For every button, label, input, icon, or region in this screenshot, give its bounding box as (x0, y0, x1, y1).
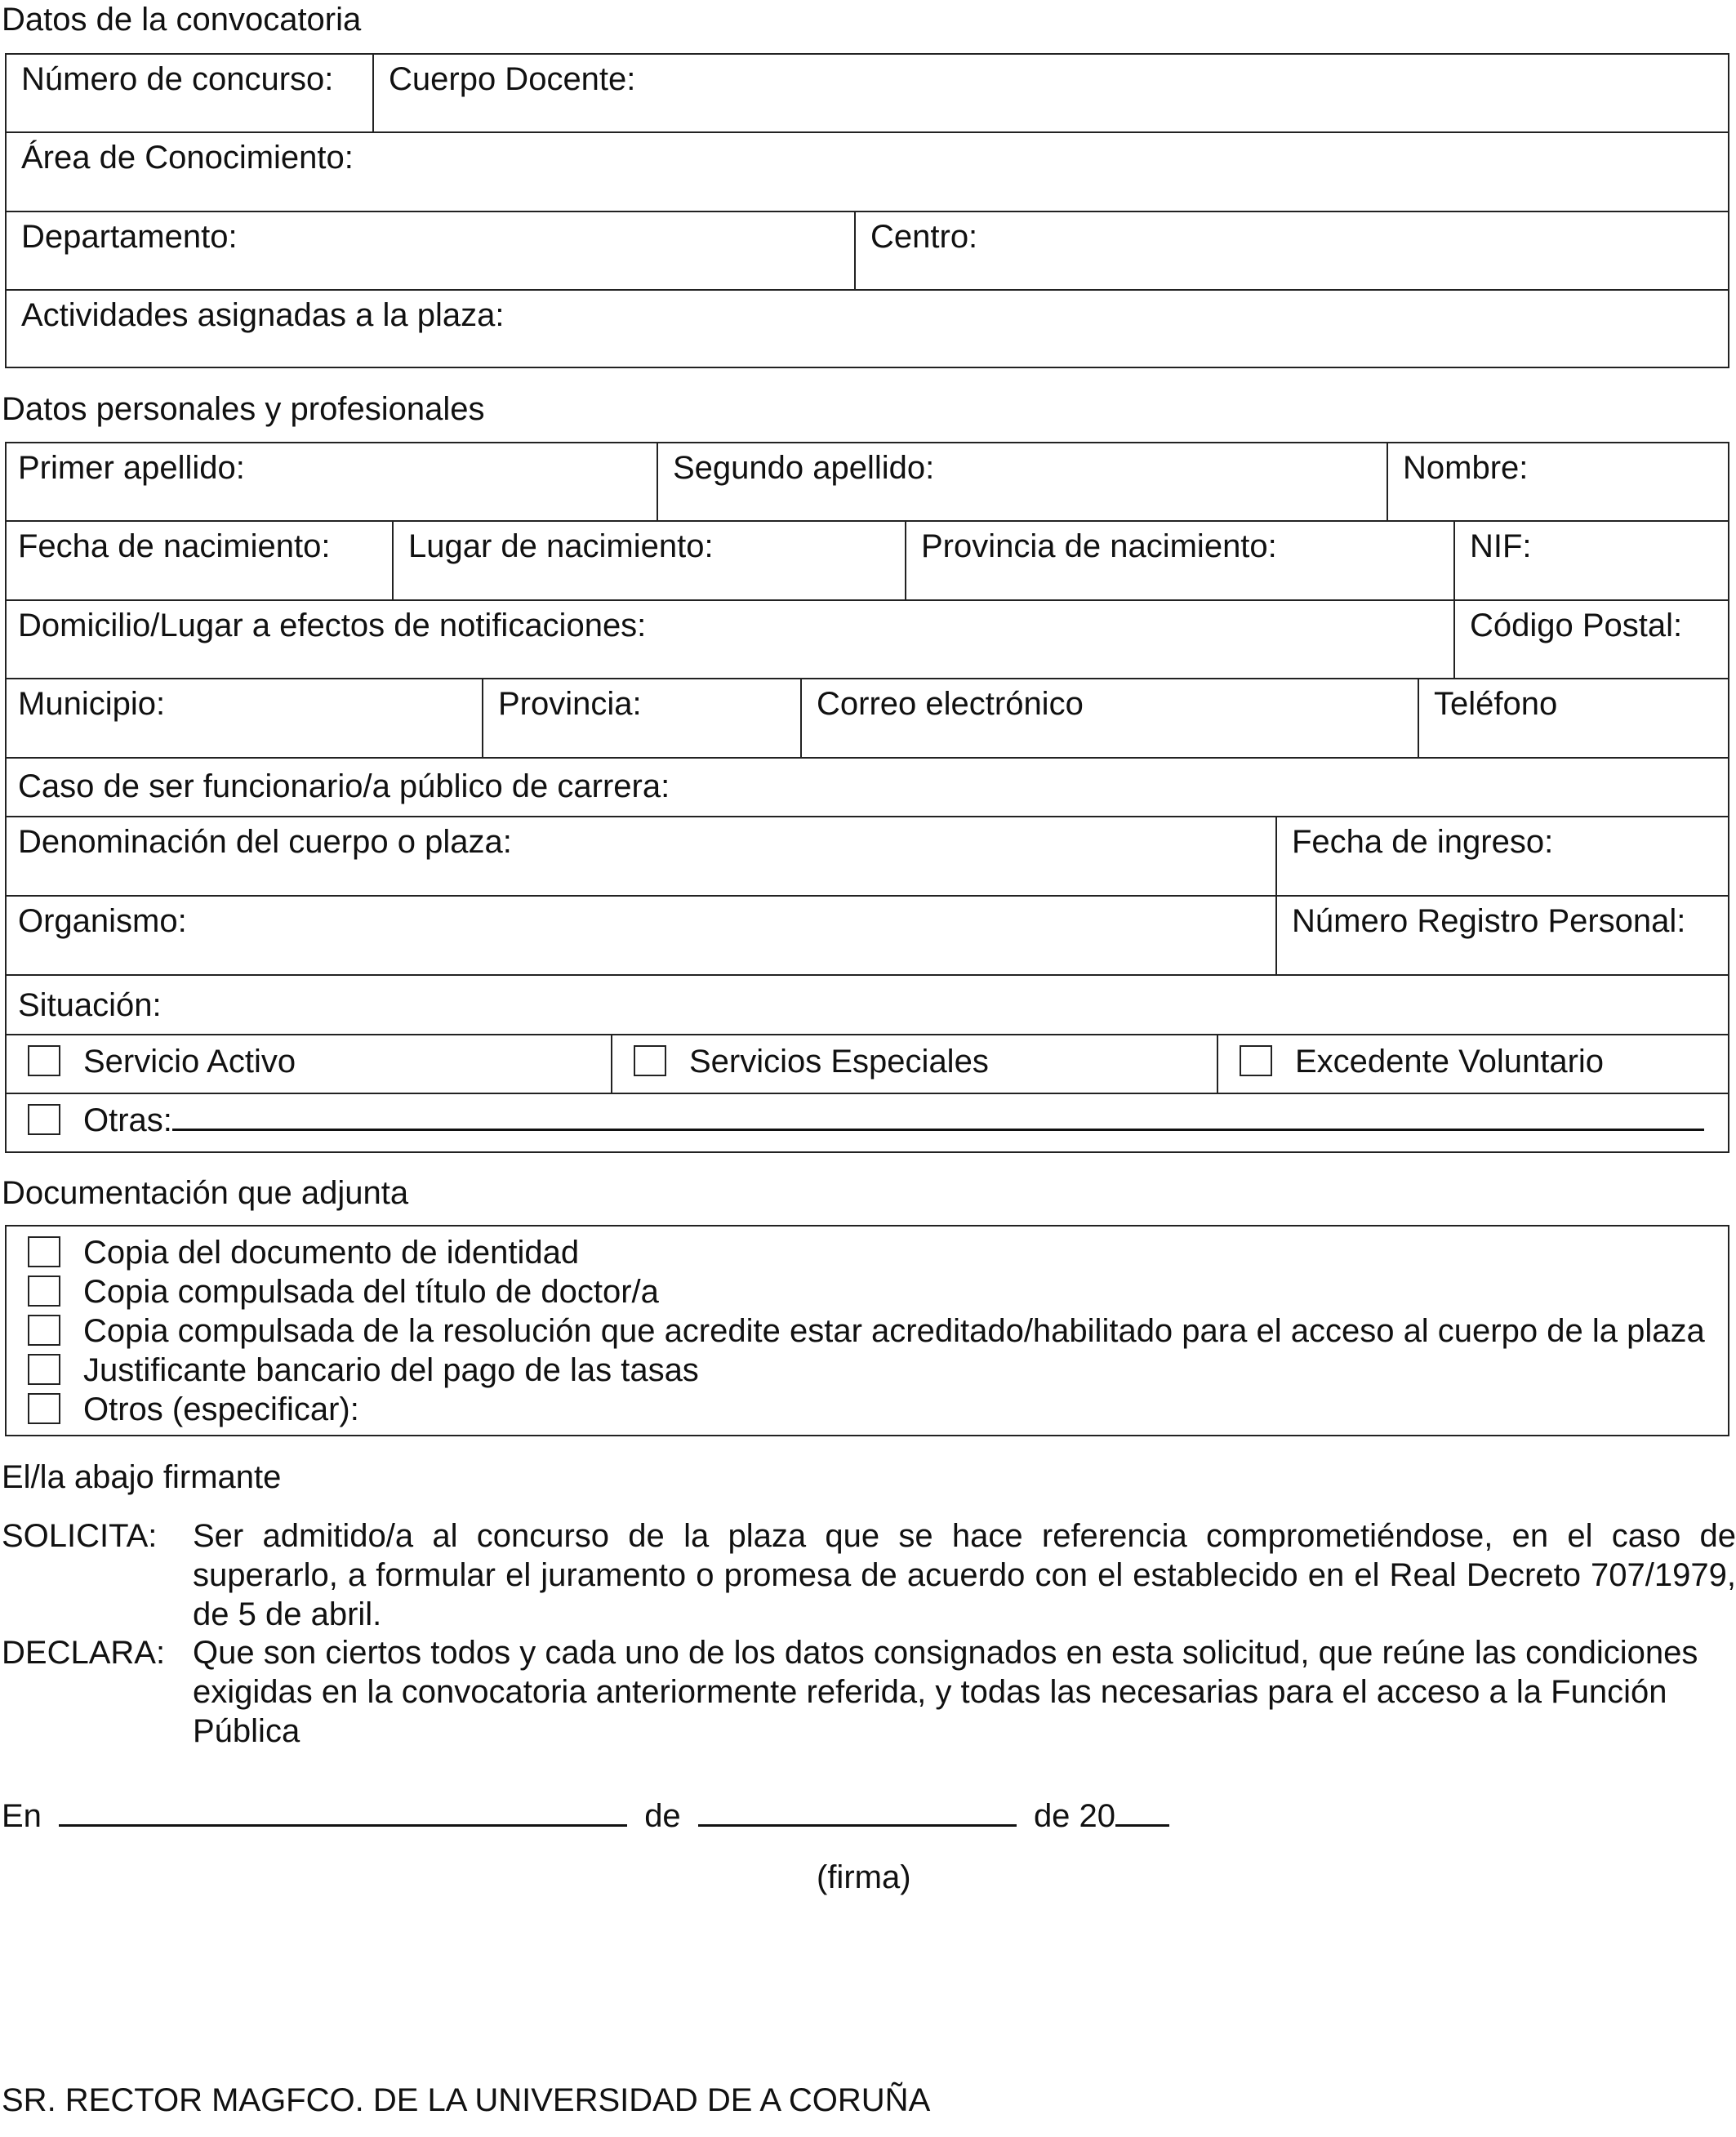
checkbox-doc-otros[interactable] (28, 1393, 60, 1424)
place-line[interactable] (59, 1802, 627, 1827)
municipio-field[interactable] (7, 679, 482, 757)
provincia-field[interactable] (482, 679, 800, 757)
option-otras[interactable] (7, 1094, 1720, 1153)
correo-label: Correo electrónico (817, 686, 1084, 722)
registro-field[interactable] (1275, 897, 1728, 974)
provincia-label: Provincia: (498, 686, 642, 722)
convocatoria-box (5, 53, 1729, 368)
doc-otros-label: Otros (especificar): (83, 1391, 359, 1427)
primer-apellido-field[interactable] (7, 443, 657, 520)
signature-place-date (2, 1796, 1169, 1836)
doc-item-titulo[interactable] (28, 1272, 659, 1311)
lugar-nacimiento-label: Lugar de nacimiento: (408, 528, 714, 564)
personales-box (5, 442, 1729, 1153)
area-field[interactable] (7, 133, 1728, 211)
de20-label: de 20 (1033, 1798, 1116, 1834)
excedente-label: Excedente Voluntario (1295, 1044, 1605, 1080)
doc-titulo-label: Copia compulsada del título de doctor/a (83, 1274, 659, 1310)
row-otras (7, 1094, 1728, 1153)
row-departamento (7, 212, 1728, 291)
section-title-firmante: El/la abajo firmante (2, 1459, 282, 1495)
checkbox-doc-resolucion[interactable] (28, 1315, 60, 1346)
segundo-apellido-label: Segundo apellido: (673, 450, 935, 486)
declara-label: DECLARA: (2, 1635, 166, 1671)
row-funcionario (7, 759, 1728, 817)
firma-label: (firma) (817, 1859, 911, 1895)
fecha-ingreso-field[interactable] (1275, 817, 1728, 895)
departamento-field[interactable] (7, 212, 854, 289)
funcionario-label: Caso de ser funcionario/a público de carrera: (18, 768, 670, 804)
doc-item-otros[interactable] (28, 1390, 359, 1429)
telefono-field[interactable] (1418, 679, 1728, 757)
situacion-label: Situación: (18, 987, 162, 1023)
row-domicilio (7, 601, 1728, 679)
domicilio-label: Domicilio/Lugar a efectos de notificaciones: (18, 608, 647, 643)
checkbox-otras[interactable] (28, 1104, 60, 1135)
checkbox-doc-justificante[interactable] (28, 1354, 60, 1385)
servicio-activo-label: Servicio Activo (83, 1044, 296, 1080)
year-line[interactable] (1115, 1802, 1169, 1827)
primer-apellido-label: Primer apellido: (18, 450, 245, 486)
checkbox-excedente[interactable] (1240, 1045, 1272, 1076)
cuerpo-docente-label: Cuerpo Docente: (389, 61, 636, 97)
fecha-nacimiento-label: Fecha de nacimiento: (18, 528, 331, 564)
codigo-postal-label: Código Postal: (1470, 608, 1683, 643)
codigo-postal-field[interactable] (1453, 601, 1728, 678)
telefono-label: Teléfono (1434, 686, 1558, 722)
funcionario-heading (7, 759, 1728, 816)
de-label: de (644, 1798, 681, 1834)
departamento-label: Departamento: (21, 219, 238, 255)
section-title-documentacion: Documentación que adjunta (2, 1175, 409, 1211)
option-servicios-especiales[interactable] (611, 1035, 1217, 1093)
nombre-field[interactable] (1387, 443, 1728, 520)
denominacion-label: Denominación del cuerpo o plaza: (18, 824, 512, 860)
doc-item-resolucion[interactable] (28, 1311, 1705, 1351)
solicita-label: SOLICITA: (2, 1518, 158, 1554)
municipio-label: Municipio: (18, 686, 166, 722)
row-denominacion (7, 817, 1728, 897)
documentacion-box (5, 1225, 1729, 1436)
doc-resolucion-label: Copia compulsada de la resolución que acredite estar acreditado/habilitado para el acceso al cuerpo de la plaza (83, 1313, 1705, 1349)
denominacion-field[interactable] (7, 817, 1275, 895)
footer-addressee: SR. RECTOR MAGFCO. DE LA UNIVERSIDAD DE A CORUÑA (2, 2082, 931, 2118)
row-nacimiento (7, 522, 1728, 601)
row-actividades (7, 291, 1728, 368)
declara-text: Que son ciertos todos y cada uno de los datos consignados en esta solicitud, que reúne las condiciones exigidas en la convocatoria anteriormente referida, y todas las necesarias para el acceso a la Función Pública (193, 1635, 1698, 1749)
organismo-field[interactable] (7, 897, 1275, 974)
nif-field[interactable] (1453, 522, 1728, 599)
correo-field[interactable] (800, 679, 1418, 757)
centro-field[interactable] (854, 212, 1728, 289)
checkbox-servicios-especiales[interactable] (634, 1045, 666, 1076)
otras-line[interactable] (172, 1106, 1704, 1131)
servicios-especiales-label: Servicios Especiales (689, 1044, 989, 1080)
lugar-nacimiento-field[interactable] (392, 522, 905, 599)
checkbox-servicio-activo[interactable] (28, 1045, 60, 1076)
actividades-label: Actividades asignadas a la plaza: (21, 297, 505, 333)
checkbox-doc-identidad[interactable] (28, 1236, 60, 1267)
situacion-heading (7, 976, 1728, 1034)
solicita-paragraph (0, 1516, 1736, 1634)
row-situacion-options (7, 1035, 1728, 1094)
month-line[interactable] (698, 1802, 1017, 1827)
nombre-label: Nombre: (1403, 450, 1529, 486)
actividades-field[interactable] (7, 291, 1728, 368)
numero-concurso-field[interactable] (7, 55, 372, 131)
registro-label: Número Registro Personal: (1292, 903, 1686, 939)
domicilio-field[interactable] (7, 601, 1453, 678)
numero-concurso-label: Número de concurso: (21, 61, 334, 97)
fecha-nacimiento-field[interactable] (7, 522, 392, 599)
centro-label: Centro: (870, 219, 978, 255)
fecha-ingreso-label: Fecha de ingreso: (1292, 824, 1554, 860)
declara-paragraph (0, 1633, 1736, 1751)
row-concurso (7, 55, 1728, 133)
doc-justificante-label: Justificante bancario del pago de las tasas (83, 1352, 699, 1388)
option-excedente[interactable] (1217, 1035, 1728, 1093)
area-label: Área de Conocimiento: (21, 140, 354, 176)
cuerpo-docente-field[interactable] (372, 55, 1728, 131)
organismo-label: Organismo: (18, 903, 187, 939)
row-apellidos (7, 443, 1728, 522)
doc-item-justificante[interactable] (28, 1351, 699, 1390)
solicita-text: Ser admitido/a al concurso de la plaza que se hace referencia comprometiéndose, en el caso de superarlo, a formular el juramento o promesa de acuerdo con el establecido en el Real Decreto 707/1979, de 5 de abril. (193, 1518, 1736, 1632)
segundo-apellido-field[interactable] (657, 443, 1387, 520)
checkbox-doc-titulo[interactable] (28, 1276, 60, 1307)
section-title-convocatoria: Datos de la convocatoria (2, 2, 362, 38)
row-situacion (7, 976, 1728, 1035)
nif-label: NIF: (1470, 528, 1532, 564)
en-label: En (2, 1798, 42, 1834)
provincia-nacimiento-label: Provincia de nacimiento: (921, 528, 1277, 564)
doc-item-identidad[interactable] (28, 1233, 579, 1272)
section-title-personales: Datos personales y profesionales (2, 391, 485, 427)
doc-identidad-label: Copia del documento de identidad (83, 1235, 580, 1271)
otras-label: Otras: (83, 1102, 172, 1138)
option-servicio-activo[interactable] (7, 1035, 611, 1093)
provincia-nacimiento-field[interactable] (905, 522, 1453, 599)
row-contacto (7, 679, 1728, 759)
row-area (7, 133, 1728, 212)
row-organismo (7, 897, 1728, 976)
